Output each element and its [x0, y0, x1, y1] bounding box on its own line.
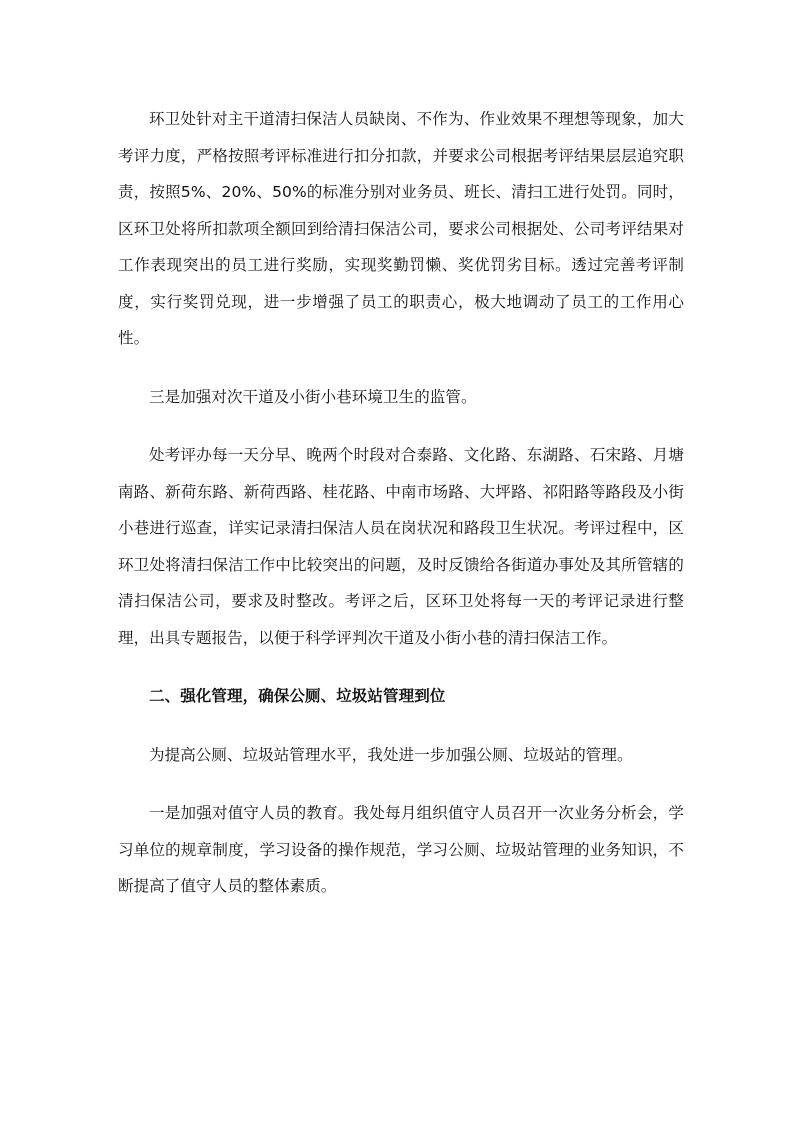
section-heading-management: 二、强化管理，确保公厕、垃圾站管理到位 — [149, 687, 446, 705]
paragraph-assessment-intensity: 环卫处针对主干道清扫保洁人员缺岗、不作为、作业效果不理想等现象，加大考评力度，严格按照考评标准进行扣分扣款，并要求公司根据考评结果层层追究职责，按照5%、20%、50%的标准分别对业务员、班长、清扫工进行处罚。同时，区环卫处将所扣款项全额回到给清扫保洁公司，要求公司根据处、公司考评结果对工作表现突出的员工进行奖励，实现奖勤罚懒、奖优罚劣目标。透过完善考评制度，实行奖罚兑现，进一步增强了员工的职责心，极大地调动了员工的工作用心性。 — [118, 110, 684, 347]
paragraph-daily-inspection: 处考评办每一天分早、晚两个时段对合泰路、文化路、东湖路、石宋路、月塘南路、新荷东路、新荷西路、桂花路、中南市场路、大坪路、祁阳路等路段及小街小巷进行巡查，详实记录清扫保洁人员在岗状况和路段卫生状况。考评过程中，区环卫处将清扫保洁工作中比较突出的问题，及时反馈给各街道办事处及其所管辖的清扫保洁公司，要求及时整改。考评之后，区环卫处将每一天的考评记录进行整理，出具专题报告，以便于科学评判次干道及小街小巷的清扫保洁工作。 — [118, 446, 684, 647]
paragraph-management-improvement: 为提高公厕、垃圾站管理水平，我处进一步加强公厕、垃圾站的管理。 — [149, 745, 633, 764]
paragraph-secondary-roads-supervision: 三是加强对次干道及小街小巷环境卫生的监管。 — [149, 387, 477, 406]
paragraph-staff-education: 一是加强对值守人员的教育。我处每月组织值守人员召开一次业务分析会，学习单位的规章制度，学习设备的操作规范，学习公厕、垃圾站管理的业务知识，不断提高了值守人员的整体素质。 — [118, 804, 684, 895]
document-body — [118, 101, 684, 905]
